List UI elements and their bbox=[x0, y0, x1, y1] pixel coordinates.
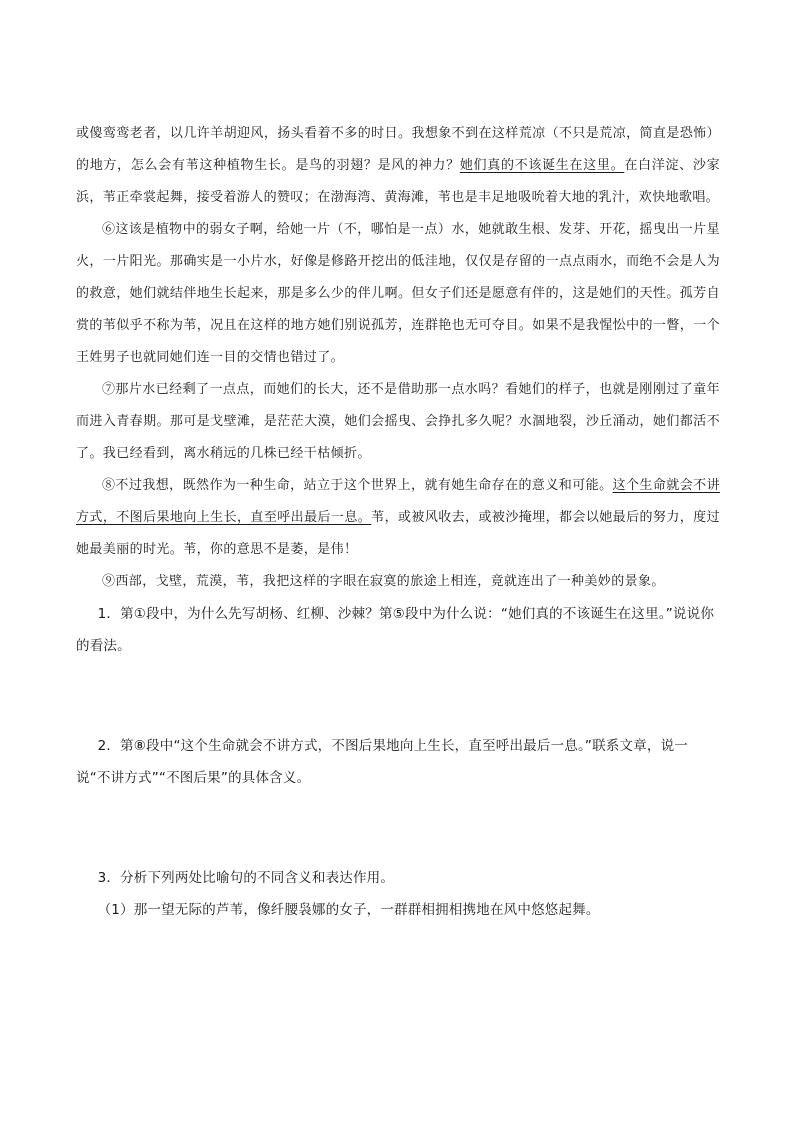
passage-text: 在白洋淀、沙家浜，苇正牵裳起舞，接受着游人的赞叹；在渤海湾、黄海滩，苇也是丰足地吸吮着大地的乳汁，欢快地歌唱。 bbox=[76, 158, 720, 205]
passage-paragraph-8 bbox=[76, 470, 720, 566]
passage-text: 或傻鸾鸾老者，以几许羊胡迎风，扬头看着不多的时日。 bbox=[76, 126, 412, 141]
question-3-item-1: （1）那一望无际的芦苇，像纤腰袅娜的女子，一群群相拥相携地在风中悠悠起舞。 bbox=[97, 902, 600, 918]
passage-text: 我想象不到在这样荒凉（不只是荒凉，简直是恐怖）的地方，怎么会有苇这种植物生长。是鸟的羽翅？是风的神力？ bbox=[76, 126, 720, 173]
document-page bbox=[76, 118, 720, 926]
question-3: 3．分析下列两处比喻句的不同含义和表达作用。 bbox=[97, 870, 395, 886]
underlined-sentence: 她们真的不该诞生在这里。 bbox=[459, 158, 625, 173]
passage-text: ⑧不过我想，既然作为一种生命，站立于这个世界上，就有她生命存在的意义和可能。 bbox=[102, 478, 613, 493]
question-2: 2．第⑧段中“这个生命就会不讲方式，不图后果地向上生长，直至呼出最后一息。”联系文章，说一说“不讲方式”“不图后果”的具体含义。 bbox=[76, 738, 689, 786]
passage-paragraph-5-continued bbox=[76, 118, 720, 214]
passage-paragraph-9: ⑨西部，戈壁，荒漠，苇，我把这样的字眼在寂寞的旅途上相连，竟就连出了一种美妙的景象。 bbox=[102, 574, 665, 589]
passage-text: 苇，或被风收去，或被沙掩埋，都会以她最后的努力，度过她最美丽的时光。苇，你的意思不是萎，是伟！ bbox=[76, 510, 720, 557]
underlined-sentence: 这个生命就会不讲方式，不图后果地向上生长，直至呼出最后一息。 bbox=[76, 478, 720, 525]
passage-paragraph-7: ⑦那片水已经剩了一点点，而她们的长大，还不是借助那一点水吗？看她们的样子，也就是刚刚过了童年而进入青春期。那可是戈壁滩，是茫茫大漠，她们会摇曳、会挣扎多久呢？水涸地裂，沙丘涌动，她们都活不了。我已经看到，离水稍远的几株已经干枯倾折。 bbox=[76, 382, 720, 461]
passage-paragraph-6: ⑥这该是植物中的弱女子啊，给她一片（不，哪怕是一点）水，她就敢生根、发芽、开花，摇曳出一片星火，一片阳光。那确实是一小片水，好像是修路开挖出的低洼地，仅仅是存留的一点点雨水，而绝不会是人为的救意，她们就结伴地生长起来，那是多么少的伴儿啊。但女子们还是愿意有伴的，这是她们的天性。孤芳自赏的苇似乎不称为苇，况且在这样的地方她们别说孤芳，连群艳也无可夺目。如果不是我惺忪中的一瞥，一个王姓男子也就同她们连一目的交情也错过了。 bbox=[76, 222, 720, 365]
question-1: 1．第①段中，为什么先写胡杨、红柳、沙棘？第⑤段中为什么说：“她们真的不该诞生在这里。”说说你的看法。 bbox=[76, 606, 715, 654]
